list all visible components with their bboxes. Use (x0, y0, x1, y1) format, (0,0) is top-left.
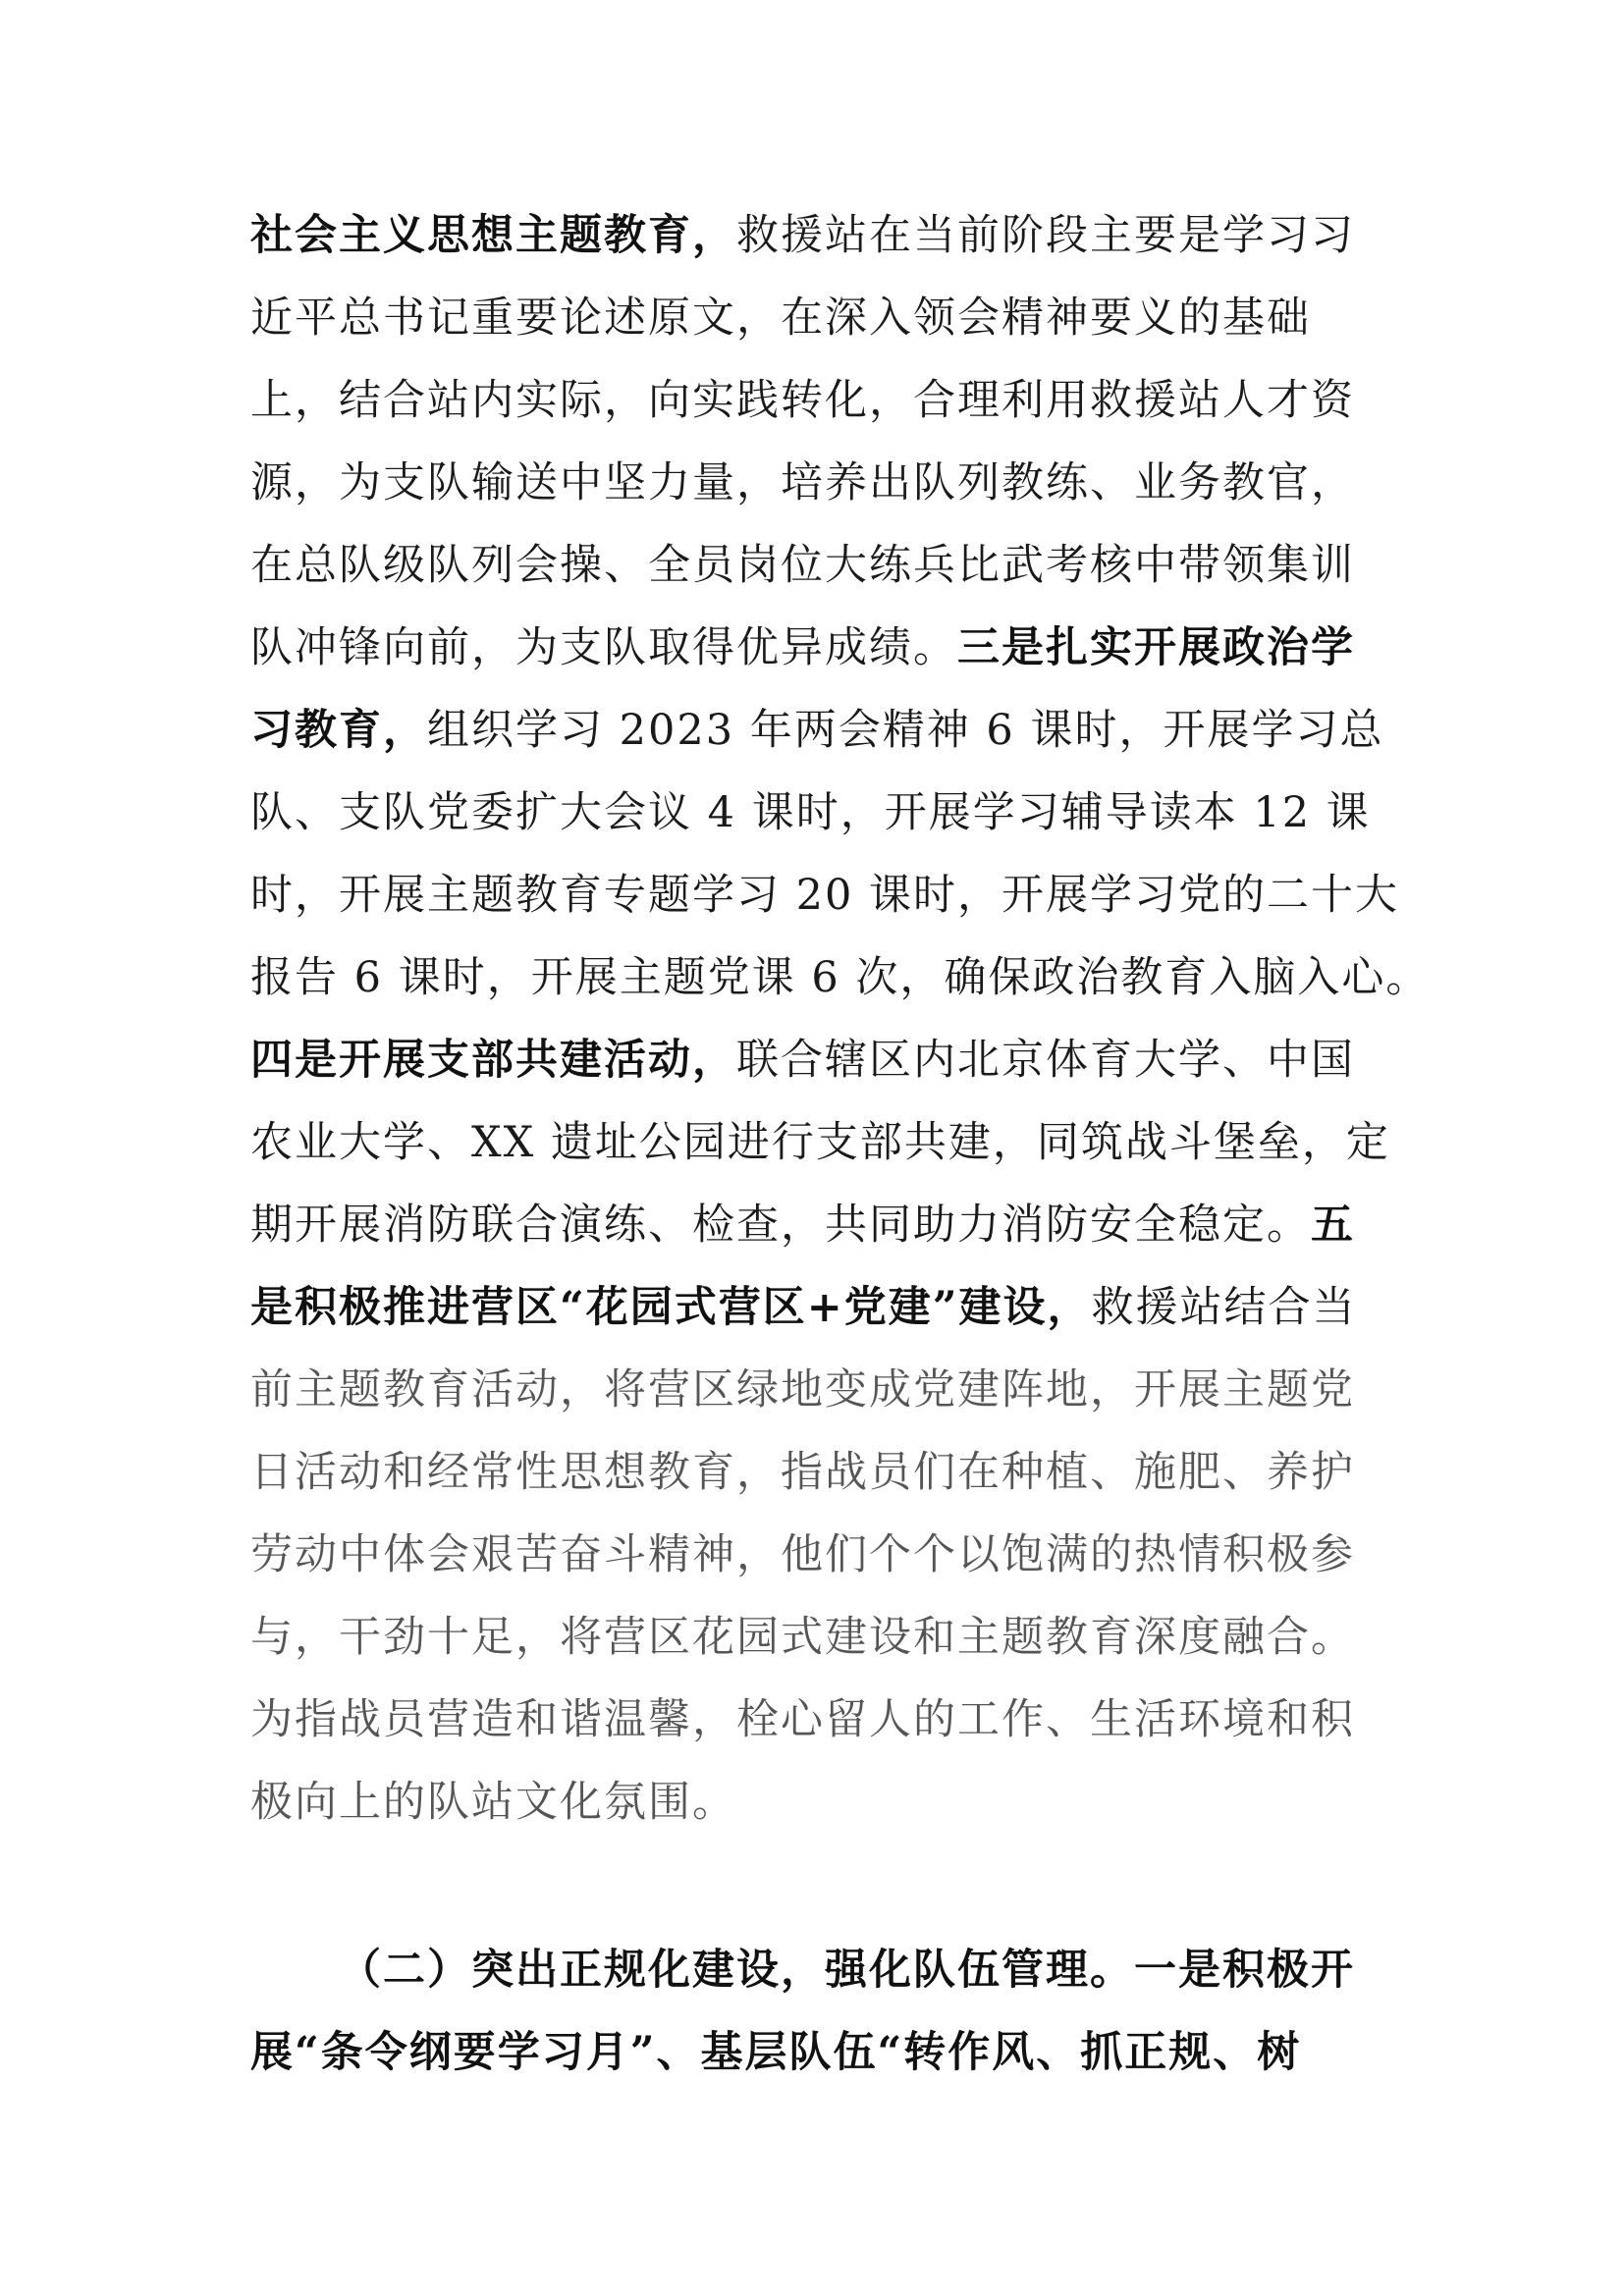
text-line (250, 1031, 1355, 1090)
body-text: 在总队级队列会操、全员岗位大练兵比武考核中带领集训 (250, 541, 1355, 590)
text-line (250, 1443, 1355, 1502)
body-text: 救援站在当前阶段主要是学习习 (736, 211, 1355, 260)
text-line (250, 1361, 1355, 1419)
text-line (250, 1773, 736, 1832)
text-line (250, 206, 1355, 265)
bold-phrase: 习教育， (250, 706, 427, 755)
bold-phrase: 是积极推进营区“花园式营区+党建”建设， (250, 1283, 1092, 1332)
text-line (250, 1113, 1390, 1172)
text-line (250, 618, 1355, 677)
text-line (250, 371, 1355, 430)
text-line (250, 1278, 1357, 1337)
body-text: 极向上的队站文化氛围。 (250, 1778, 736, 1827)
bold-phrase: 一是积极开 (1134, 1946, 1355, 1995)
body-text: 源，为支队输送中坚力量，培养出队列教练、业务教官， (250, 458, 1355, 507)
body-text: 期开展消防联合演练、检查，共同助力消防安全稳定。 (250, 1201, 1311, 1250)
text-line (250, 454, 1355, 512)
text-line (250, 1690, 1355, 1749)
body-text: 联合辖区内北京体育大学、中国 (736, 1036, 1355, 1085)
body-text: 与，干劲十足，将营区花园式建设和主题教育深度融合。 (250, 1613, 1355, 1662)
text-line (250, 1608, 1355, 1667)
text-line (250, 2023, 1301, 2082)
text-line (250, 536, 1355, 595)
body-text: 队冲锋向前，为支队取得优异成绩。 (250, 623, 957, 672)
section-heading: （二）突出正规化建设，强化队伍管理。 (339, 1946, 1134, 1995)
bold-phrase: 展“条令纲要学习月”、基层队伍“转作风、抓正规、树 (250, 2028, 1302, 2077)
body-text: 农业大学、XX 遗址公园进行支部共建，同筑战斗堡垒，定 (250, 1118, 1390, 1167)
body-text: 为指战员营造和谐温馨，栓心留人的工作、生活环境和积 (250, 1695, 1355, 1744)
bold-phrase: 四是开展支部共建活动， (250, 1036, 736, 1085)
text-line (250, 1525, 1355, 1584)
body-text: 劳动中体会艰苦奋斗精神，他们个个以饱满的热情积极参 (250, 1530, 1355, 1579)
body-text: 近平总书记重要论述原文，在深入领会精神要义的基础 (250, 294, 1311, 343)
text-line (250, 783, 1371, 842)
text-line (250, 289, 1311, 347)
body-text: 上，结合站内实际，向实践转化，合理利用救援站人才资 (250, 376, 1355, 425)
bold-phrase: 五 (1311, 1201, 1355, 1250)
body-text: 报告 6 课时，开展主题党课 6 次，确保政治教育入脑入心。 (250, 953, 1431, 1002)
text-line (250, 948, 1430, 1007)
section-heading-line (339, 1941, 1355, 2000)
body-text: 前主题教育活动，将营区绿地变成党建阵地，开展主题党 (250, 1365, 1355, 1415)
body-text: 队、支队党委扩大会议 4 课时，开展学习辅导读本 12 课 (250, 788, 1371, 837)
text-line (250, 701, 1383, 760)
body-text: 组织学习 2023 年两会精神 6 课时，开展学习总 (427, 706, 1384, 755)
text-line (250, 1196, 1355, 1255)
body-text: 时，开展主题教育专题学习 20 课时，开展学习党的二十大 (250, 871, 1400, 920)
body-text: 救援站结合当 (1091, 1283, 1357, 1332)
bold-phrase: 三是扎实开展政治学 (957, 623, 1355, 672)
bold-phrase: 社会主义思想主题教育， (250, 211, 736, 260)
body-text: 日活动和经常性思想教育，指战员们在种植、施肥、养护 (250, 1448, 1355, 1497)
text-line (250, 866, 1399, 925)
